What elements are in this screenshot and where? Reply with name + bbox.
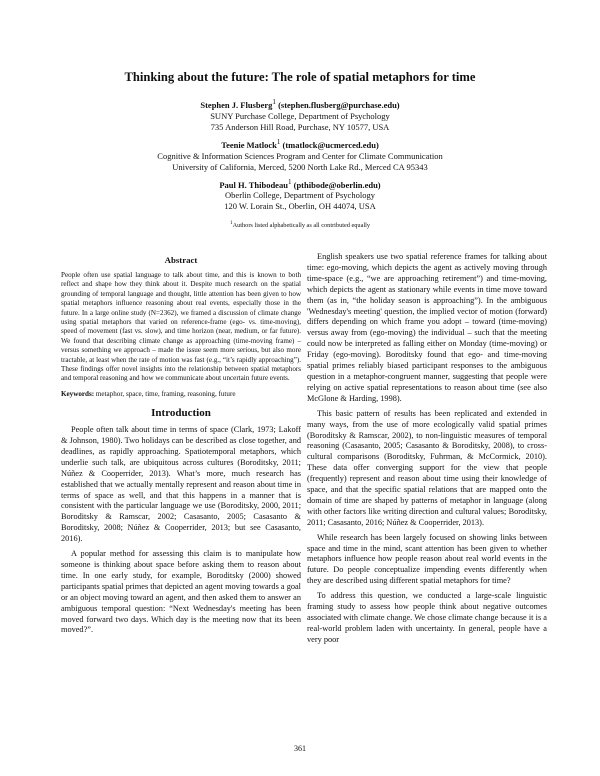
author-name: Paul H. Thibodeau: [219, 179, 288, 190]
author-affiliation: SUNY Purchase College, Department of Psychology: [210, 110, 390, 121]
author-marker: 1: [272, 98, 276, 106]
author-address: University of California, Merced, 5200 North Lake Rd., Merced CA 95343: [172, 161, 428, 172]
author-block: [0, 97, 600, 133]
keywords: [61, 390, 301, 399]
author-block: [0, 137, 600, 173]
page-number: 361: [294, 744, 306, 753]
author-address: 735 Anderson Hill Road, Purchase, NY 10577, USA: [210, 121, 390, 132]
author-note: [0, 218, 600, 231]
body-paragraph: This basic pattern of results has been replicated and extended in many ways, from the use of more ecologically valid spatial primes (Boroditsky & Ramscar, 2002), to non-linguistic measures of temporal reasoning (Casasanto, 2005; Casasanto & Boroditsky, 2008), to cross-cultural comparisons (Boroditsky, Fuhrman, & McCormick, 2010). These data offer converging support for the view that people (frequently) represent and reason about time using their knowledge of space, and that the specific spatial relations that are mapped onto the domain of time are shaped by patterns of metaphor in language (along with other factors like writing direction and cultural values; Boroditsky, 2011; Casasanto, 2016; Núñez & Cooperrider, 2013).: [307, 408, 547, 527]
keywords-label: Keywords:: [61, 389, 95, 398]
author-email: (tmatlock@ucmerced.edu): [282, 139, 379, 150]
author-block: [0, 177, 600, 213]
author-marker: 1: [276, 137, 281, 146]
author-affiliation: Oberlin College, Department of Psychology: [225, 190, 375, 201]
author-note-marker: 1: [229, 220, 233, 227]
keywords-text: metaphor, space, time, framing, reasoning, future: [95, 389, 236, 398]
body-paragraph: While research has been largely focused on showing links between space and time in the mind, scant attention has been given to whether metaphors influence how people reason about real world events in the future. Do people conceptualize impending events differently when they are described using different spatial metaphors for time?: [307, 532, 547, 586]
author-list: [0, 97, 600, 232]
body-paragraph: A popular method for assessing this claim is to manipulate how someone is thinking about space before asking them to reason about time. In one early study, for example, Boroditsky (2000) showed participants spatial primes that depicted an agent moving towards a goal or an object moving toward an agent, and then asked them to answer an ambiguous temporal question: “Next Wednesday's meeting has been moved forward two days. Which day is the meeting now that its been moved?”.: [61, 549, 301, 635]
author-email: (pthibode@oberlin.edu): [293, 179, 381, 190]
paper-title: Thinking about the future: The role of spatial metaphors for time: [124, 70, 476, 84]
author-name: Teenie Matlock: [221, 139, 277, 150]
author-name: Stephen J. Flusberg: [200, 99, 273, 110]
body-paragraph: People often talk about time in terms of space (Clark, 1973; Lakoff & Johnson, 1980). Two holidays can be described as close together, and deadlines, as rapidly approaching. Spatiotemporal metaphors, which underlie such talk, are ubiquitous across cultures (Boroditsky, 2011; Núñez & Cooperrider, 2013). What’s more, much research has established that we actually mentally represent and reason about time in terms of space as well, and that this happens in a manner that is consistent with the particular language we use (Boroditsky, 2000, 2011; Boroditsky & Ramscar, 2002; Casasanto, 2005; Casasanto & Boroditsky, 2008; Núñez & Cooperrider, 2013; but see Casasanto, 2016).: [61, 425, 301, 544]
abstract-text: People often use spatial language to talk about time, and this is known to both reflect and shape how they think about it. Despite much research on the spatial grounding of temporal language and thought, little attention has been given to how spatial metaphors influence reasoning about real events, especially those in the future. In a large online study (N=2362), we framed a discussion of climate change using spatial metaphors that varied on reference-frame (ego- vs. time-moving), speed of movement (fast vs. slow), and time horizon (near, medium, or far future). We found that describing climate change as approaching (time-moving frame) – versus something we approach – made the issue seem more serious, but also more tractable, at least when the rate of motion was fast (e.g., “it’s rapidly approaching”). These findings offer novel insights into the relationship between spatial metaphors and temporal reasoning and how we communicate about uncertain future events.: [61, 270, 301, 383]
introduction-heading: Introduction: [151, 407, 211, 420]
author-affiliation: Cognitive & Information Sciences Program and Center for Climate Communication: [157, 150, 443, 161]
abstract-heading: Abstract: [164, 255, 198, 265]
right-column: [307, 252, 547, 646]
author-marker: 1: [287, 177, 292, 186]
author-address: 120 W. Lorain St., Oberlin, OH 44074, USA: [224, 201, 376, 212]
left-column: [61, 255, 301, 636]
author-email: (stephen.flusberg@purchase.edu): [278, 99, 400, 110]
author-note-text: Authors listed alphabetically as all contributed equally: [232, 222, 371, 230]
body-paragraph: To address this question, we conducted a large-scale linguistic framing study to assess how people think about negative outcomes associated with climate change. We chose climate change because it is a real-world problem laden with uncertainty. In general, people have a very poor: [307, 591, 547, 644]
body-paragraph: English speakers use two spatial reference frames for talking about time: ego-moving, which depicts the agent as actively moving through time-space (e.g., “we are approaching retirement”) and time-moving, which depicts the agent as stationary while events in time move toward them (as in, “the holiday season is approaching”). In the ambiguous 'Wednesday's meeting' question, the implied vector of motion (forward) differs depending on which frame you adopt – toward (time-moving) versus away from (ego-moving) the individual – such that the meeting could now be interpreted as falling either on Monday (time-moving) or Friday (ego-moving). Boroditsky found that ego- and time-moving spatial primes reliably biased participant responses to the ambiguous question in a metaphor-congruent manner, suggesting that people were relying on active spatial representations to reason about time (see also McGlone & Harding, 1998).: [307, 252, 547, 403]
